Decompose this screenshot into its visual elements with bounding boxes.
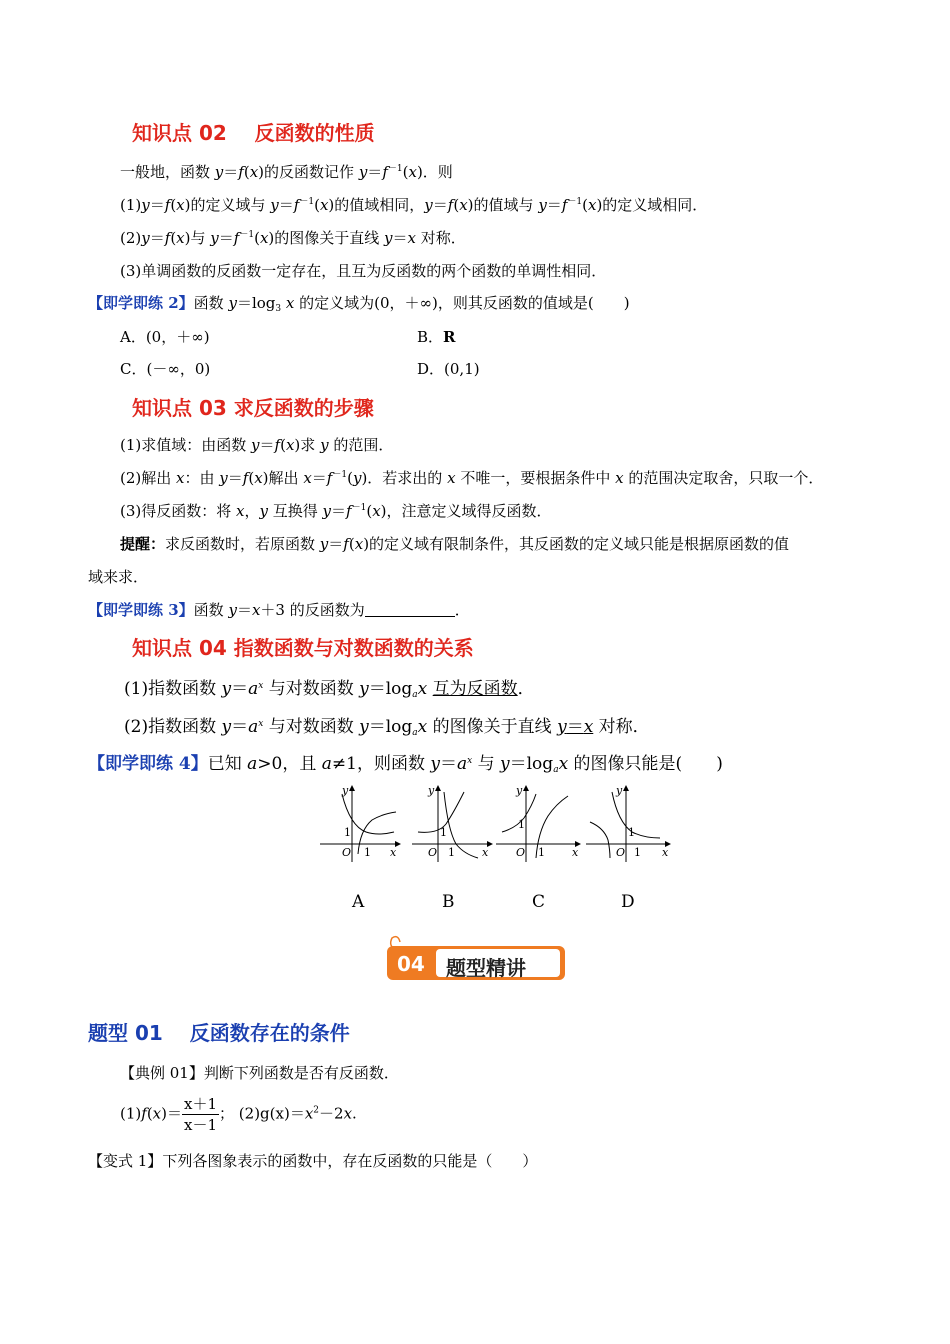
type01-example: 【典例 01】判断下列函数是否有反函数．: [120, 1064, 399, 1082]
graph-a-x-label: x: [390, 846, 397, 859]
graph-a-one-x: 1: [364, 846, 371, 859]
graph-label-d[interactable]: D: [621, 892, 635, 912]
graph-d-one-y: 1: [628, 826, 635, 839]
kp02-title: 知识点 02 反函数的性质: [132, 121, 375, 145]
kp02-property-2: (2)y＝f(x)与 $y=f^{-1}(x)$的图像关于直线 y＝x 对称．: [120, 229, 466, 247]
graph-b-x-label: x: [482, 846, 489, 859]
graph-d-origin: O: [616, 846, 626, 859]
graph-b-origin: O: [428, 846, 438, 859]
graph-c-one-y: 1: [518, 818, 525, 831]
ex2-option-d[interactable]: D．(0,1): [417, 360, 480, 378]
ex4-question: 【即学即练 4】已知 a>0，且 a≠1，则函数 $y=a^x$ 与 $y=\log_ax$ 的图像只能是( ): [88, 754, 723, 775]
graph-label-a[interactable]: A: [352, 892, 365, 912]
badge-text: 题型精讲: [446, 956, 526, 980]
type01-title: 题型 01 反函数存在的条件: [88, 1021, 350, 1045]
graph-d-y-label: y: [616, 784, 623, 797]
ex2-option-a[interactable]: A．(0，＋∞): [120, 328, 210, 346]
kp02-property-3: (3)单调函数的反函数一定存在，且互为反函数的两个函数的单调性相同．: [120, 262, 607, 280]
kp02-property-1: (1)y＝f(x)的定义域与 $y=f^{-1}(x)$的值域相同，y＝f(x)的值域与 $y=f^{-1}(x)$的定义域相同．: [120, 196, 708, 214]
graph-a-one-y: 1: [344, 826, 351, 839]
graph-label-c[interactable]: C: [532, 892, 546, 912]
kp03-title: 知识点 03 求反函数的步骤: [132, 396, 374, 420]
graph-d[interactable]: [586, 784, 670, 862]
badge-number: 04: [397, 952, 425, 976]
kp03-tip: 提醒：求反函数时，若原函数 y＝f(x)的定义域有限制条件，其反函数的定义域只能是根据原函数的值: [120, 535, 790, 553]
graph-a-origin: O: [342, 846, 352, 859]
ex2-option-b[interactable]: B．R: [417, 328, 456, 346]
graph-a-y-label: y: [342, 784, 349, 797]
graph-a[interactable]: [320, 784, 400, 862]
ex3-answer-blank[interactable]: [365, 602, 455, 617]
ex2-question: 【即学即练 2】函数 $y=\log_3$ x 的定义域为(0，＋∞)，则其反函数的值域是( ): [88, 294, 630, 314]
ex2-option-c[interactable]: C．(－∞，0): [120, 360, 211, 378]
graph-d-one-x: 1: [634, 846, 641, 859]
kp03-tip-cont: 域来求．: [88, 568, 149, 586]
graph-b[interactable]: [412, 784, 492, 862]
ex3-question: 【即学即练 3】函数 y＝x＋3 的反函数为 ．: [88, 601, 470, 619]
graph-c-x-label: x: [572, 846, 579, 859]
kp03-step-3: (3)得反函数：将 x，y 互换得 $y=f^{-1}(x)$，注意定义域得反函数．: [120, 502, 552, 520]
graph-c-y-label: y: [516, 784, 523, 797]
kp03-step-1: (1)求值域：由函数 y＝f(x)求 y 的范围．: [120, 436, 394, 454]
graph-b-y-label: y: [428, 784, 435, 797]
kp04-line-2: (2)指数函数 $y=a^x$ 与对数函数 $y=\log_ax$ 的图像关于直线 y＝x 对称．: [124, 717, 650, 738]
graph-d-x-label: x: [662, 846, 669, 859]
kp04-line-1: (1)指数函数 $y=a^x$ 与对数函数 $y=\log_ax$ 互为反函数．: [124, 679, 535, 700]
kp02-intro: 一般地，函数 y＝f(x)的反函数记作 $y=f^{-1}(x)$．则: [120, 163, 453, 181]
graph-c-one-x: 1: [538, 846, 545, 859]
fraction: $\frac{x+1}{x-1}$: [184, 1095, 218, 1134]
type01-functions: (1)f(x)＝ $\frac{x+1}{x-1}$ ； $(2)g(x)=x^2-2x$.: [120, 1095, 357, 1134]
graph-b-one-y: 1: [440, 826, 447, 839]
graph-label-b[interactable]: B: [442, 892, 455, 912]
graph-c-origin: O: [516, 846, 526, 859]
type01-variant: 【变式 1】下列各图象表示的函数中，存在反函数的只能是（ ）: [88, 1152, 538, 1170]
section-badge: [386, 946, 566, 992]
ex4-graphs: [316, 782, 676, 866]
kp04-title: 知识点 04 指数函数与对数函数的关系: [132, 636, 474, 660]
graph-b-one-x: 1: [448, 846, 455, 859]
graph-c[interactable]: [496, 784, 580, 862]
kp03-step-2: (2)解出 x：由 y＝f(x)解出 $x=f^{-1}(y)$．若求出的 x 不唯一，要根据条件中 x 的范围决定取舍，只取一个．: [120, 469, 824, 487]
